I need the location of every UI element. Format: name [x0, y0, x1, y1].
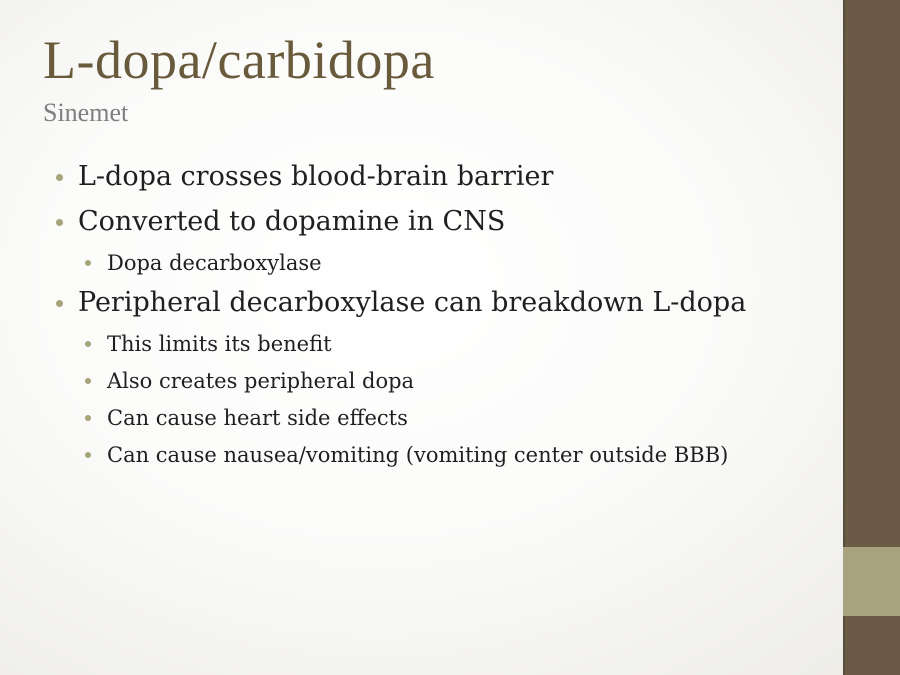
- bullet-dot-icon: [56, 174, 63, 181]
- sub-bullet-item: [107, 367, 414, 395]
- slide-subtitle: Sinemet: [43, 98, 129, 127]
- bullet-dot-icon: [85, 378, 91, 384]
- bullet-item: [78, 205, 505, 239]
- sub-bullet-text: Can cause nausea/vomiting (vomiting center outside BBB): [107, 443, 729, 467]
- bullet-item: [78, 160, 553, 194]
- sub-bullet-text: Can cause heart side effects: [107, 406, 408, 430]
- sub-bullet-item: [107, 249, 322, 277]
- bullet-dot-icon: [85, 415, 91, 421]
- slide-title: L-dopa/carbidopa: [43, 30, 435, 90]
- sub-bullet-text: This limits its benefit: [107, 332, 332, 356]
- bullet-dot-icon: [85, 341, 91, 347]
- bullet-dot-icon: [56, 300, 63, 307]
- bullet-text: Converted to dopamine in CNS: [78, 206, 506, 237]
- bullet-item: [78, 286, 746, 320]
- sub-bullet-item: [107, 404, 408, 432]
- bullet-text: L-dopa crosses blood-brain barrier: [78, 161, 554, 192]
- sub-bullet-item: [107, 441, 728, 469]
- sub-bullet-text: Dopa decarboxylase: [107, 251, 322, 275]
- bullet-text: Peripheral decarboxylase can breakdown L-dopa: [78, 287, 747, 318]
- sub-bullet-item: [107, 330, 332, 358]
- bullet-dot-icon: [85, 260, 91, 266]
- sub-bullet-text: Also creates peripheral dopa: [107, 369, 415, 393]
- sidebar-accent-block: [843, 547, 900, 616]
- bullet-dot-icon: [85, 452, 91, 458]
- bullet-dot-icon: [56, 219, 63, 226]
